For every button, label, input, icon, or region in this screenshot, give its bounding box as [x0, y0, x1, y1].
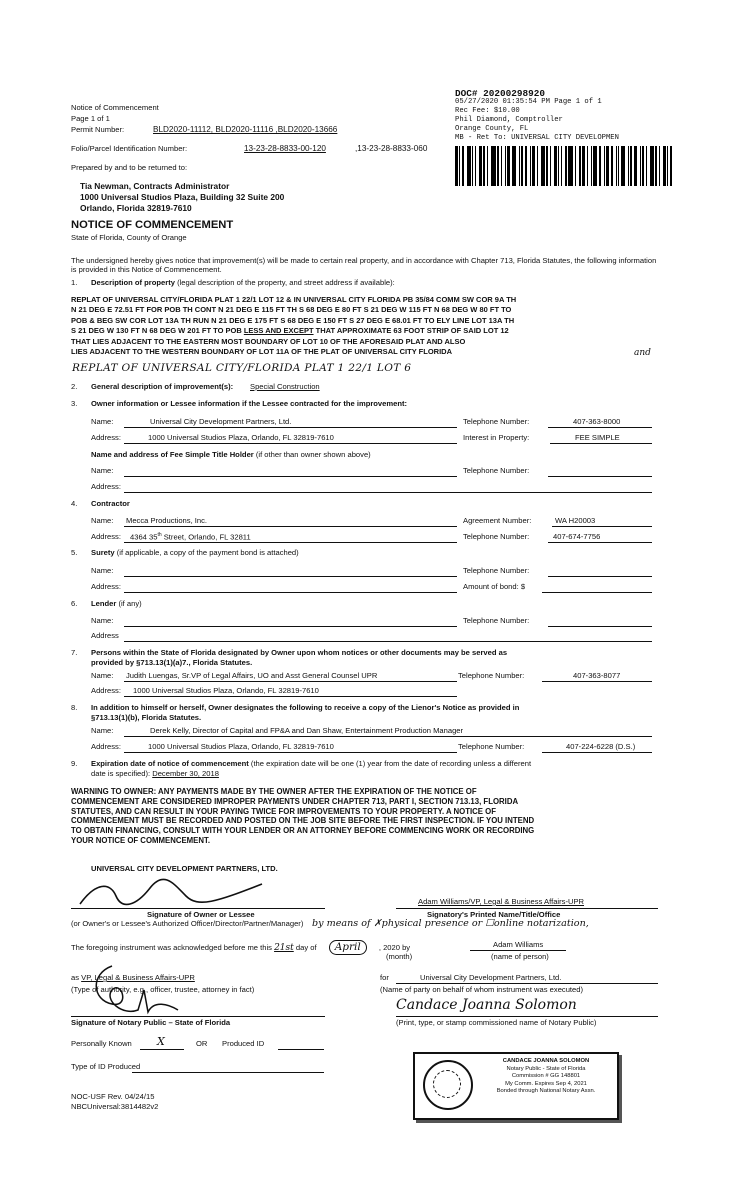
- folio-value: 13-23-28-8833-00-120: [244, 144, 326, 153]
- ack-text: The foregoing instrument was acknowledged before me this: [71, 943, 272, 952]
- for-value: Universal City Development Partners, Ltd.: [420, 973, 562, 982]
- printed-name: Adam Williams/VP, Legal & Business Affairs-UPR: [418, 897, 585, 906]
- notary-stamp-text: [479, 1058, 613, 1096]
- s6-number: 6.: [71, 599, 78, 608]
- person-label: (name of person): [491, 952, 549, 961]
- s4-name-label: Name:: [91, 516, 114, 525]
- recording-date: 05/27/2020 01:35:54 PM Page 1 of 1: [455, 98, 602, 106]
- s3-tel-label: Telephone Number:: [463, 417, 530, 426]
- document-id: NBCUniversal:3814482v2: [71, 1102, 159, 1111]
- header-title: Notice of Commencement: [71, 103, 159, 112]
- notary-signature: [82, 960, 192, 1022]
- notary-signature-label: Signature of Notary Public – State of Florida: [71, 1018, 231, 1027]
- s3-label: Owner information or Lessee information if the Lessee contracted for the improvement:: [91, 399, 408, 408]
- prepared-by: Prepared by and to be returned to:: [71, 163, 188, 172]
- barcode-bar: [663, 146, 666, 186]
- s8-address-label: Address:: [91, 742, 121, 751]
- handwritten-replat: REPLAT OF UNIVERSAL CITY/FLORIDA PLAT 1 22/1 LOT 6: [72, 362, 412, 374]
- legal-line-part: THAT APPROXIMATE 63 FOOT STRIP OF SAID LOT 12: [313, 326, 509, 336]
- barcode-bar: [630, 146, 632, 186]
- barcode-bar: [670, 146, 672, 186]
- barcode: [455, 146, 687, 186]
- stamp-expires: My Comm. Expires Sep 4, 2021: [505, 1080, 587, 1087]
- designee-name: Judith Luengas, Sr.VP of Legal Affairs, UO and Asst General Counsel UPR: [126, 671, 378, 680]
- for-label: for: [380, 973, 389, 982]
- owner-name: Universal City Development Partners, Ltd.: [150, 417, 292, 426]
- barcode-bar: [655, 146, 657, 186]
- barcode-bar: [659, 146, 660, 186]
- personally-known-label: Personally Known: [71, 1039, 132, 1048]
- lienor-notice-address: 1000 Universal Studios Plaza, Orlando, FL 32819-7610: [148, 742, 334, 751]
- less-and-except: LESS AND EXCEPT: [243, 326, 314, 336]
- s5-tel-label: Telephone Number:: [463, 566, 530, 575]
- s9-text-2-label: date is specified):: [91, 769, 151, 778]
- barcode-bar: [519, 146, 520, 186]
- legal-line: LIES ADJACENT TO THE WESTERN BOUNDARY OF LOT 11A OF THE PLAT OF UNIVERSAL CITY FLORIDA: [71, 347, 452, 357]
- recording-doc-number: DOC# 20200298920: [455, 88, 546, 99]
- barcode-bar: [507, 146, 510, 186]
- fee-holder-label: Name and address of Fee Simple Title Holder: [91, 450, 254, 459]
- barcode-bar: [487, 146, 488, 186]
- return-name: Tia Newman, Contracts Administrator: [80, 181, 230, 191]
- contractor-address: [130, 532, 251, 542]
- s3-name-label: Name:: [91, 417, 114, 426]
- intro-text: The undersigned hereby gives notice that improvement(s) will be made to certain real property, and in accordance with Chapter 713, Florida Statutes, the following information is provided in this Notice of Commencement.: [71, 256, 657, 275]
- ack-day-label: day of: [295, 943, 317, 952]
- recording-fee: Rec Fee: $10.00: [455, 107, 520, 115]
- personally-known-mark: X: [157, 1035, 165, 1048]
- warning-line: COMMENCEMENT ARE CONSIDERED IMPROPER PAYMENTS UNDER CHAPTER 713, PART I, SECTION 713.13, FLORIDA: [71, 796, 519, 806]
- barcode-bar: [640, 146, 641, 186]
- s5-number: 5.: [71, 548, 78, 557]
- barcode-bar: [512, 146, 516, 186]
- barcode-bar: [546, 146, 548, 186]
- legal-line: POB & BEG SW COR LOT 13A TH RUN N 21 DEG E 175 FT S 68 DEG E 150 FT S 27 DEG E 68.01 FT TO ELY LINE LOT 13A TH: [71, 315, 515, 325]
- s9-label: Expiration date of notice of commencement: [91, 759, 249, 768]
- contractor-telephone: 407-674-7756: [553, 532, 601, 541]
- barcode-bar: [532, 146, 535, 186]
- form-revision: NOC-USF Rev. 04/24/15: [71, 1092, 155, 1101]
- barcode-bar: [550, 146, 551, 186]
- fee-holder-rest: (if other than owner shown above): [253, 450, 371, 459]
- owner-signature: [76, 878, 266, 908]
- s7-heading: [91, 648, 507, 668]
- legal-line: THAT LIES ADJACENT TO THE EASTERN MOST BOUNDARY OF LOT 10 OF THE AFORESAID PLAT AND ALSO: [71, 336, 466, 346]
- return-to-block: [80, 181, 284, 214]
- designee-telephone: 407-363-8077: [573, 671, 621, 680]
- page-count: Page 1 of 1: [71, 114, 110, 123]
- handwritten-and: and: [634, 348, 651, 358]
- s5-heading: [91, 548, 299, 557]
- s7-number: 7.: [71, 648, 78, 657]
- s6-label: Lender: [91, 599, 117, 608]
- barcode-bar: [604, 146, 605, 186]
- owner-address: 1000 Universal Studios Plaza, Orlando, FL 32819-7610: [148, 433, 334, 442]
- s3-interest-label: Interest in Property:: [463, 433, 530, 442]
- barcode-bar: [628, 146, 629, 186]
- contractor-address-sup: th: [157, 532, 162, 538]
- barcode-bar: [616, 146, 617, 186]
- printed-name-label: Signatory's Printed Name/Title/Office: [427, 910, 561, 919]
- legal-line-part: S 21 DEG W 130 FT N 68 DEG W 201 FT TO POB: [71, 326, 244, 336]
- s7-name-label: Name:: [91, 671, 114, 680]
- acknowledgement-line: [71, 940, 410, 955]
- notary-print-label: (Print, type, or stamp commissioned name of Notary Public): [396, 1018, 597, 1027]
- lienor-notice-name: Derek Kelly, Director of Capital and FP&A and Dan Shaw, Entertainment Production Manager: [150, 726, 464, 735]
- barcode-bar: [568, 146, 573, 186]
- s5-label-rest: (if applicable, a copy of the payment bond is attached): [114, 548, 299, 557]
- notary-stamp: [413, 1052, 619, 1120]
- barcode-bar: [483, 146, 485, 186]
- s4-tel-label: Telephone Number:: [463, 532, 530, 541]
- barcode-bar: [599, 146, 601, 186]
- party-label: (Name of party on behalf of whom instrument was executed): [380, 985, 584, 994]
- expiration-date: December 30, 2018: [152, 769, 219, 778]
- recording-info: [455, 98, 619, 143]
- owner-signature-label: Signature of Owner or Lessee: [147, 910, 255, 919]
- stamp-bonded: Bonded through National Notary Assn.: [496, 1088, 596, 1095]
- recording-county: Orange County, FL: [455, 125, 529, 133]
- produced-id-label: Produced ID: [222, 1039, 265, 1048]
- authority-label: (Type of authority, e.g., officer, trustee, attorney in fact): [71, 985, 255, 994]
- barcode-bar: [582, 146, 585, 186]
- barcode-bar: [650, 146, 654, 186]
- barcode-bar: [479, 146, 482, 186]
- s3-address-label: Address:: [91, 433, 121, 442]
- barcode-bar: [593, 146, 597, 186]
- owner-telephone: 407-363-8000: [573, 417, 621, 426]
- s9-label-rest: (the expiration date will be one (1) year from the date of recording unless a different: [248, 759, 532, 768]
- fee-name-label: Name:: [91, 466, 114, 475]
- barcode-bar: [505, 146, 506, 186]
- as-label: as: [71, 973, 80, 982]
- owner-signature-sub: (or Owner's or Lessee's Authorized Officer/Director/Partner/Manager): [71, 919, 304, 928]
- barcode-bar: [491, 146, 496, 186]
- s5-bond-label: Amount of bond: $: [463, 582, 526, 591]
- s6-address-label: Address: [91, 631, 119, 640]
- folio-value-2: ,13-23-28-8833-060: [355, 144, 428, 153]
- s1-number: 1.: [71, 278, 78, 287]
- barcode-bar: [541, 146, 545, 186]
- contractor-address-part: Street, Orlando, FL 32811: [161, 532, 251, 542]
- warning-line: TO OBTAIN FINANCING, CONSULT WITH YOUR LENDER OR AN ATTORNEY BEFORE COMMENCING WORK OR RECORDING: [71, 826, 535, 836]
- s7-tel-label: Telephone Number:: [458, 671, 525, 680]
- barcode-bar: [501, 146, 502, 186]
- barcode-bar: [575, 146, 576, 186]
- s6-label-rest: (if any): [116, 599, 142, 608]
- barcode-bar: [521, 146, 523, 186]
- barcode-bar: [475, 146, 476, 186]
- barcode-bar: [606, 146, 609, 186]
- lienor-notice-telephone: 407-224-6228 (D.S.): [566, 742, 636, 751]
- company-name: UNIVERSAL CITY DEVELOPMENT PARTNERS, LTD.: [91, 864, 278, 873]
- s5-name-label: Name:: [91, 566, 114, 575]
- ack-year: , 2020 by: [378, 943, 411, 952]
- s9-text-1: [91, 759, 531, 769]
- fee-address-label: Address:: [91, 482, 121, 491]
- stamp-title: Notary Public - State of Florida: [506, 1065, 586, 1072]
- recording-comptroller: Phil Diamond, Comptroller: [455, 116, 563, 124]
- interest-in-property: FEE SIMPLE: [575, 433, 620, 442]
- warning-line: STATUTES, AND CAN RESULT IN YOUR PAYING TWICE FOR IMPROVEMENTS TO YOUR PROPERTY. A NOTICE OF: [71, 806, 496, 816]
- barcode-bar: [497, 146, 499, 186]
- s5-label: Surety: [91, 548, 115, 557]
- document-title: NOTICE OF COMMENCEMENT: [71, 219, 234, 231]
- agreement-number: WA H20003: [555, 516, 596, 525]
- stamp-commission: Commission # GG 148801: [511, 1073, 581, 1080]
- barcode-bar: [561, 146, 562, 186]
- ack-month: April: [329, 940, 367, 955]
- s6-heading: [91, 599, 142, 608]
- s4-address-label: Address:: [91, 532, 121, 541]
- barcode-bar: [558, 146, 559, 186]
- s7-address-label: Address:: [91, 686, 121, 695]
- folio-label: Folio/Parcel Identification Number:: [71, 144, 188, 153]
- barcode-bar: [587, 146, 588, 186]
- s8-name-label: Name:: [91, 726, 114, 735]
- barcode-bar: [525, 146, 527, 186]
- handwritten-means: by means of ✗physical presence or ☐online notarization,: [312, 918, 589, 929]
- s7-text-1: Persons within the State of Florida designated by Owner upon whom notices or other documents may be served as: [91, 648, 508, 657]
- as-value: VP, Legal & Business Affairs-UPR: [81, 973, 195, 982]
- fee-holder-heading: [91, 450, 371, 459]
- type-of-id-label: Type of ID Produced: [71, 1062, 141, 1071]
- or-label: OR: [196, 1039, 208, 1048]
- s9-text-2: [91, 769, 531, 779]
- barcode-bar: [591, 146, 592, 186]
- s8-tel-label: Telephone Number:: [458, 742, 525, 751]
- ack-day: 21st: [274, 943, 294, 953]
- barcode-bar: [565, 146, 567, 186]
- month-label: (month): [386, 952, 413, 961]
- s6-name-label: Name:: [91, 616, 114, 625]
- s1-heading: [91, 278, 395, 287]
- s6-tel-label: Telephone Number:: [463, 616, 530, 625]
- s5-address-label: Address:: [91, 582, 121, 591]
- fee-tel-label: Telephone Number:: [463, 466, 530, 475]
- barcode-bar: [537, 146, 538, 186]
- barcode-bar: [579, 146, 581, 186]
- s9-number: 9.: [71, 759, 78, 768]
- notary-seal-icon: [423, 1060, 473, 1110]
- barcode-bar: [667, 146, 668, 186]
- designee-address: 1000 Universal Studios Plaza, Orlando, FL 32819-7610: [133, 686, 319, 695]
- s4-agree-label: Agreement Number:: [463, 516, 532, 525]
- contractor-name: Mecca Productions, Inc.: [126, 516, 208, 525]
- s8-text-1: In addition to himself or herself, Owner designates the following to receive a copy of the Lienor's Notice as provided in: [91, 703, 520, 712]
- barcode-bar: [462, 146, 464, 186]
- s8-heading: [91, 703, 519, 723]
- barcode-bar: [455, 146, 458, 186]
- permit-label: Permit Number:: [71, 125, 125, 134]
- legal-line: N 21 DEG E 72.51 FT FOR POB TH CONT N 21 DEG E 115 FT TH S 68 DEG E 80 FT S 21 DEG W 115 FT N 68 DEG W 80 FT TO: [71, 305, 512, 315]
- s2-label: General description of improvement(s):: [91, 382, 234, 391]
- barcode-bar: [621, 146, 625, 186]
- contractor-address-part: 4364 35: [130, 532, 158, 542]
- notary-printed-handwritten: Candace Joanna Solomon: [396, 997, 577, 1013]
- return-address-2: Orlando, Florida 32819-7610: [80, 203, 192, 213]
- barcode-bar: [467, 146, 471, 186]
- s7-text-2: provided by §713.13(1)(a)7., Florida Statutes.: [91, 658, 253, 667]
- barcode-bar: [642, 146, 644, 186]
- permit-value: BLD2020-11112, BLD2020-11116 ,BLD2020-13666: [153, 125, 338, 134]
- s4-label: Contractor: [91, 499, 130, 508]
- barcode-bar: [472, 146, 473, 186]
- stamp-name: CANDACE JOANNA SOLOMON: [502, 1058, 590, 1064]
- warning-line: COMMENCEMENT MUST BE RECORDED AND POSTED ON THE JOB SITE BEFORE THE FIRST INSPECTION. IF YOU INTEND: [71, 816, 535, 826]
- s1-label: Description of property: [91, 278, 175, 287]
- s8-number: 8.: [71, 703, 78, 712]
- warning-line: WARNING TO OWNER: ANY PAYMENTS MADE BY THE OWNER AFTER THE EXPIRATION OF THE NOTICE OF: [71, 787, 477, 796]
- s2-number: 2.: [71, 382, 78, 391]
- s2-value: Special Construction: [250, 382, 320, 391]
- barcode-bar: [530, 146, 531, 186]
- barcode-bar: [459, 146, 460, 186]
- s8-text-2: §713.13(1)(b), Florida Statutes.: [91, 713, 202, 722]
- s9-heading: [91, 759, 531, 779]
- ack-person-name: Adam Williams: [493, 940, 544, 949]
- warning-block: [71, 787, 534, 846]
- barcode-bar: [634, 146, 637, 186]
- s4-number: 4.: [71, 499, 78, 508]
- barcode-bar: [611, 146, 613, 186]
- legal-line: REPLAT OF UNIVERSAL CITY/FLORIDA PLAT 1 22/1 LOT 12 & IN UNIVERSAL CITY FLORIDA PB 35/84 COMM SW COR 9A TH: [71, 295, 517, 304]
- barcode-bar: [646, 146, 647, 186]
- barcode-bar: [554, 146, 557, 186]
- barcode-bar: [618, 146, 619, 186]
- warning-line: YOUR NOTICE OF COMMENCEMENT.: [71, 835, 211, 845]
- s3-number: 3.: [71, 399, 78, 408]
- s1-label-rest: (legal description of the property, and street address if available):: [174, 278, 395, 287]
- legal-line: [71, 326, 516, 336]
- return-address-1: 1000 Universal Studios Plaza, Building 32 Suite 200: [80, 192, 285, 202]
- recording-return: MB - Ret To: UNIVERSAL CITY DEVELOPMEN: [455, 134, 619, 142]
- state-county: State of Florida, County of Orange: [71, 233, 187, 242]
- legal-description: [71, 295, 516, 357]
